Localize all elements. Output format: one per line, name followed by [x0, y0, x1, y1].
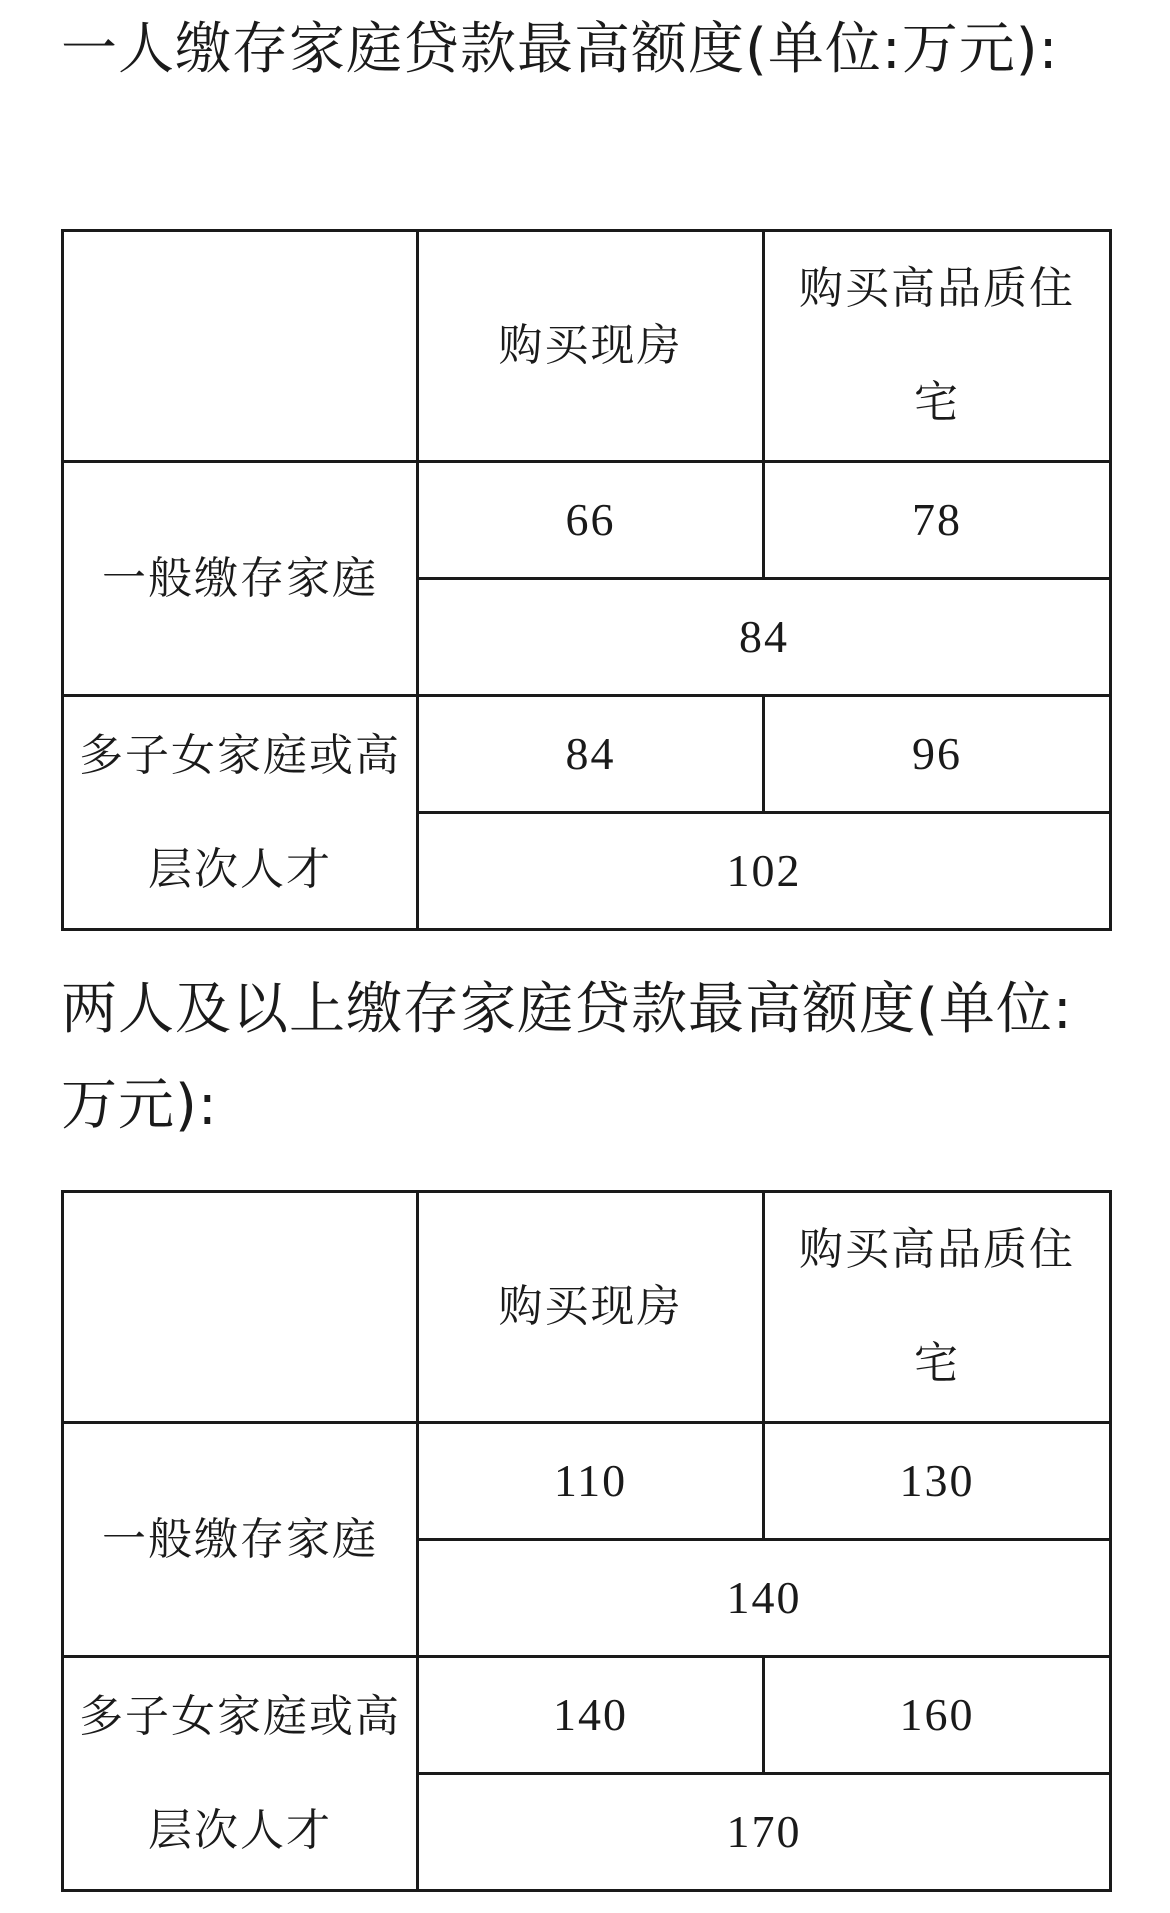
header-existing-house: 购买现房	[418, 231, 764, 462]
value-general-existing: 110	[418, 1423, 764, 1540]
header-blank-cell	[63, 1192, 418, 1423]
table-row	[63, 696, 1111, 813]
value-general-combined: 140	[418, 1540, 1111, 1657]
section-title-single-depositor: 一人缴存家庭贷款最高额度(单位:万元):	[61, 17, 1059, 82]
value-multi-combined: 170	[418, 1774, 1111, 1891]
value-multi-quality: 96	[764, 696, 1111, 813]
loan-limit-table-multi-depositor	[61, 1190, 1112, 1892]
table-row	[63, 1657, 1111, 1774]
value-general-existing: 66	[418, 462, 764, 579]
header-existing-house: 购买现房	[418, 1192, 764, 1423]
table-row	[63, 1423, 1111, 1540]
header-quality-house: 购买高品质住宅	[764, 1192, 1111, 1423]
value-general-quality: 130	[764, 1423, 1111, 1540]
header-blank-cell	[63, 231, 418, 462]
value-general-quality: 78	[764, 462, 1111, 579]
value-multi-existing: 140	[418, 1657, 764, 1774]
header-quality-house: 购买高品质住宅	[764, 231, 1111, 462]
value-multi-quality: 160	[764, 1657, 1111, 1774]
value-multi-combined: 102	[418, 813, 1111, 930]
value-multi-existing: 84	[418, 696, 764, 813]
table-row	[63, 462, 1111, 579]
row-label-multi-child: 多子女家庭或高层次人才	[63, 696, 418, 930]
value-general-combined: 84	[418, 579, 1111, 696]
table-header-row	[63, 1192, 1111, 1423]
section-title-multi-depositor: 两人及以上缴存家庭贷款最高额度(单位:万元):	[61, 977, 1073, 1138]
row-label-general-family: 一般缴存家庭	[63, 462, 418, 696]
table-header-row	[63, 231, 1111, 462]
row-label-multi-child: 多子女家庭或高层次人才	[63, 1657, 418, 1891]
row-label-general-family: 一般缴存家庭	[63, 1423, 418, 1657]
loan-limit-table-single-depositor	[61, 229, 1112, 931]
